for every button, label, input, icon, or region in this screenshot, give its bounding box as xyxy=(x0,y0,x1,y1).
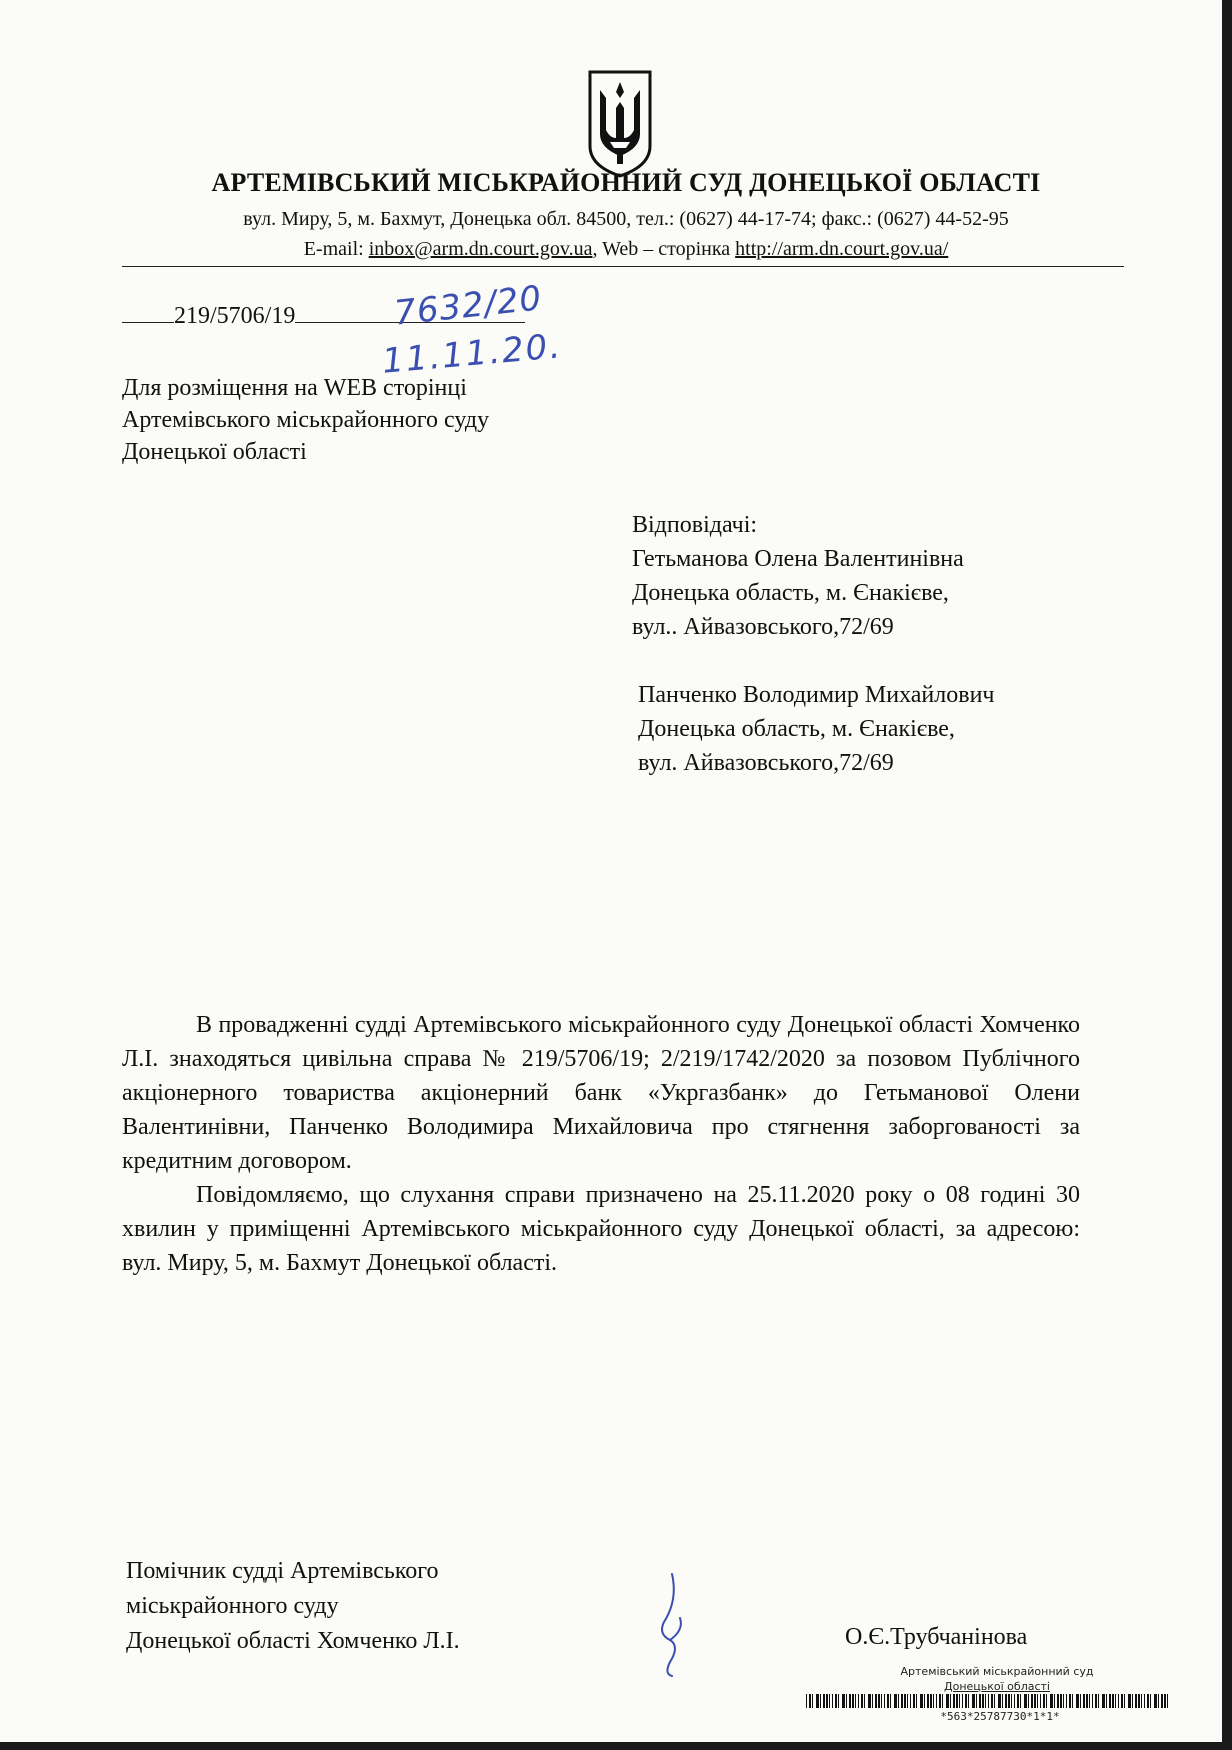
handwritten-outgoing-number: 7632/20 xyxy=(392,278,544,334)
trident-coat-of-arms-icon xyxy=(586,68,654,180)
court-contacts xyxy=(0,238,1232,261)
email-link[interactable]: inbox@arm.dn.court.gov.ua xyxy=(368,238,593,260)
signer-name: О.Є.Трубчанінова xyxy=(845,1624,1028,1650)
defendants-block xyxy=(632,508,964,644)
defendants-heading: Відповідачі: xyxy=(632,512,758,538)
handwritten-date: 11.11.20. xyxy=(380,326,564,382)
court-name: АРТЕМІВСЬКИЙ МІСЬКРАЙОННИЙ СУД ДОНЕЦЬКОЇ ОБЛАСТІ xyxy=(211,168,1041,197)
signer-position: Помічник судді Артемівського міськрайонного суду Донецької області Хомченко Л.І. xyxy=(126,1558,460,1654)
web-label: , Web – сторінка xyxy=(592,238,736,260)
placement-note: Для розміщення на WEB сторінці Артемівського міськрайонного суду Донецької області xyxy=(122,375,490,465)
header-divider xyxy=(122,266,1124,267)
handwritten-signature-icon xyxy=(650,1570,700,1680)
barcode-number: *563*25787730*1*1* xyxy=(940,1710,1060,1723)
notice-paragraph-1: В провадженні судді Артемівського міськрайонного суду Донецької області Хомченко Л.І. знаходяться цивільна справа № 219/5706/19; 2/219/1742/2020 за позовом Публічного акціонерного товариства акціонерний банк «Укргазбанк» до Гетьманової Олени Валентинівни, Панченко Володимира Михайловича про стягнення заборгованості за кредитним договором. xyxy=(122,1012,1080,1174)
email-label: E-mail: xyxy=(303,238,369,260)
court-address: вул. Миру, 5, м. Бахмут, Донецька обл. 84500, тел.: (0627) 44-17-74; факс.: (0627) 44-52-95 xyxy=(243,208,1009,230)
notice-paragraph-2: Повідомляємо, що слухання справи призначено на 25.11.2020 року о 08 годині 30 хвилин у приміщенні Артемівського міськрайонного суду Донецької області, за адресою: вул. Миру, 5, м. Бахмут Донецької області. xyxy=(122,1182,1080,1276)
defendant-2-name: Панченко Володимир Михайлович xyxy=(638,682,995,708)
defendant-1-street: вул.. Айвазовського,72/69 xyxy=(632,614,894,640)
defendant-2-street: вул. Айвазовського,72/69 xyxy=(638,750,894,776)
defendant-2-region: Донецька область, м. Єнакієве, xyxy=(638,716,955,742)
barcode-icon xyxy=(806,1694,1172,1708)
case-number: 219/5706/19 xyxy=(174,303,296,329)
stamp-court-name: Артемівський міськрайонний суд xyxy=(900,1665,1094,1678)
defendant-1-name: Гетьманова Олена Валентинівна xyxy=(632,546,964,572)
notice-body xyxy=(122,1008,1080,1280)
defendant-1-region: Донецька область, м. Єнакієве, xyxy=(632,580,949,606)
defendant-2-block xyxy=(638,678,994,780)
stamp-region: Донецької області xyxy=(944,1680,1050,1693)
web-link[interactable]: http://arm.dn.court.gov.ua/ xyxy=(735,238,949,260)
